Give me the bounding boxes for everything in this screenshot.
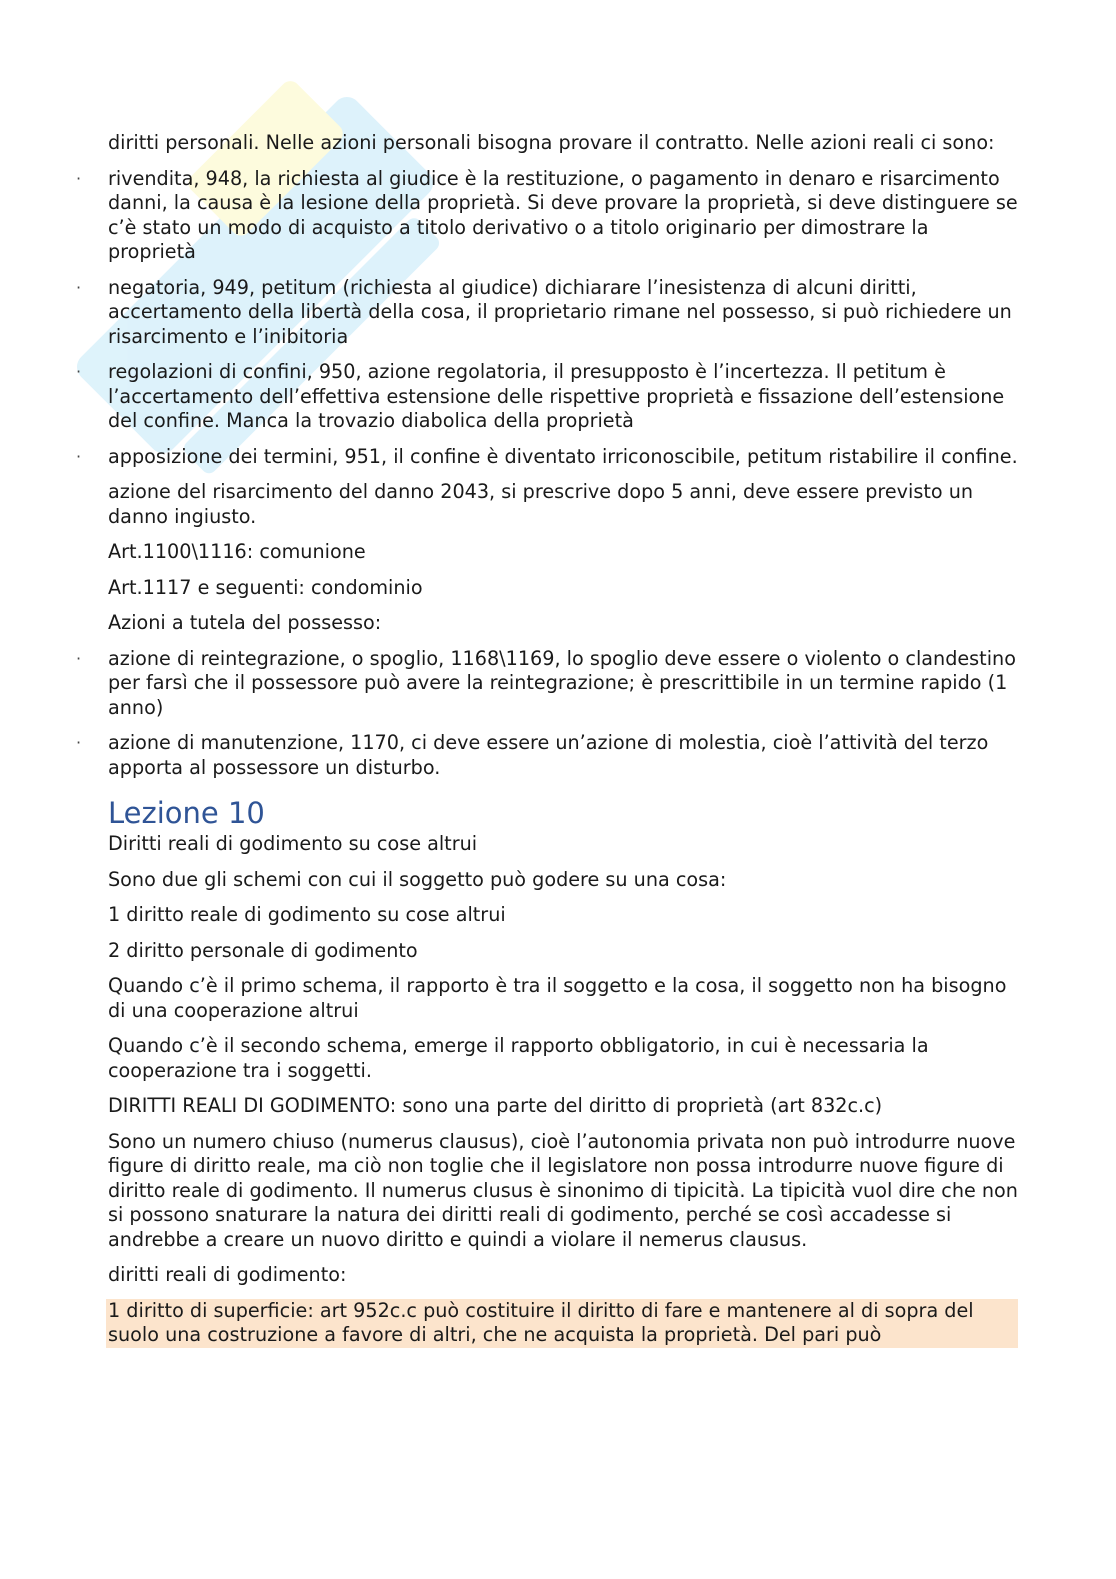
- bullet-icon: ·: [76, 648, 82, 668]
- list-item: [76, 444, 1018, 470]
- paragraph: Art.1100\1116: comunione: [108, 540, 366, 563]
- paragraph: 2 diritto personale di godimento: [108, 938, 418, 962]
- list-item: [76, 646, 1018, 721]
- paragraph: DIRITTI REALI DI GODIMENTO: sono una parte del diritto di proprietà (art 832c.c): [108, 1094, 883, 1117]
- bullet-icon: ·: [76, 277, 82, 297]
- paragraph: diritti personali. Nelle azioni personali bisogna provare il contratto. Nelle azioni reali ci sono:: [108, 131, 995, 154]
- list-item: [76, 166, 1018, 265]
- document-body: [76, 131, 1018, 1359]
- list-item-text: negatoria, 949, petitum (richiesta al giudice) dichiarare l’inesistenza di alcuni diritti, accertamento della libertà della cosa, il proprietario rimane nel possesso, si può richiedere un risarcimento e l’inibitoria: [108, 275, 1012, 348]
- paragraph: 1 diritto reale di godimento su cose altrui: [108, 903, 506, 926]
- paragraph: Azioni a tutela del possesso:: [108, 611, 382, 634]
- bullet-icon: ·: [76, 168, 82, 188]
- paragraph: Quando c’è il secondo schema, emerge il rapporto obbligatorio, in cui è necessaria la cooperazione tra i soggetti.: [108, 1034, 929, 1082]
- section-heading: Lezione 10: [108, 796, 265, 830]
- list-item-text: apposizione dei termini, 951, il confine è diventato irriconoscibile, petitum ristabilire il confine.: [108, 444, 1018, 468]
- list-item-text: regolazioni di confini, 950, azione regolatoria, il presupposto è l’incertezza. Il petitum è l’accertamento dell’effettiva estensione delle rispettive proprietà e fissazione dell’estensione del confine. Manca la trovazio diabolica della proprietà: [108, 360, 1005, 432]
- highlighted-paragraph: 1 diritto di superficie: art 952c.c può costituire il diritto di fare e mantenere al di sopra del suolo una costruzione a favore di altri, che ne acquista la proprietà. Del pari può: [106, 1299, 1018, 1348]
- bullet-icon: ·: [76, 733, 82, 752]
- list-item-text: rivendita, 948, la richiesta al giudice è la restituzione, o pagamento in denaro e risarcimento danni, la causa è la lesione della proprietà. Si deve provare la proprietà, si deve distinguere se c’è stato un modo di acquisto a titolo derivativo o a titolo originario per dimostrare la proprietà: [108, 166, 1018, 263]
- list-item-text: azione di manutenzione, 1170, ci deve essere un’azione di molestia, cioè l’attività del terzo apporta al possessore un disturbo.: [108, 731, 989, 779]
- bullet-icon: ·: [76, 446, 82, 466]
- paragraph: Quando c’è il primo schema, il rapporto è tra il soggetto e la cosa, il soggetto non ha bisogno di una cooperazione altrui: [108, 974, 1007, 1022]
- list-item: [76, 360, 1018, 434]
- paragraph: Sono un numero chiuso (numerus clausus), cioè l’autonomia privata non può introdurre nuove figure di diritto reale, ma ciò non toglie che il legislatore non possa introdurre nuove figure di diritto reale di godimento. Il numerus clusus è sinonimo di tipicità. La tipicità vuol dire che non si possono snaturare la natura dei diritti reali di godimento, perché se così accadesse si andrebbe a creare un nuovo diritto e quindi a violare il nemerus clausus.: [108, 1129, 1018, 1251]
- paragraph: diritti reali di godimento:: [108, 1263, 347, 1286]
- paragraph: Art.1117 e seguenti: condominio: [108, 575, 423, 599]
- list-item: [76, 275, 1018, 350]
- list-item: [76, 731, 1018, 780]
- list-item-text: azione di reintegrazione, o spoglio, 1168\1169, lo spoglio deve essere o violento o clandestino per farsì che il possessore può avere la reintegrazione; è prescrittibile in un termine rapido (1 anno): [108, 646, 1016, 719]
- paragraph: azione del risarcimento del danno 2043, si prescrive dopo 5 anni, deve essere previsto un danno ingiusto.: [108, 480, 974, 528]
- paragraph: Diritti reali di godimento su cose altrui: [108, 832, 478, 855]
- bullet-icon: ·: [76, 362, 82, 381]
- paragraph: Sono due gli schemi con cui il soggetto può godere su una cosa:: [108, 867, 727, 891]
